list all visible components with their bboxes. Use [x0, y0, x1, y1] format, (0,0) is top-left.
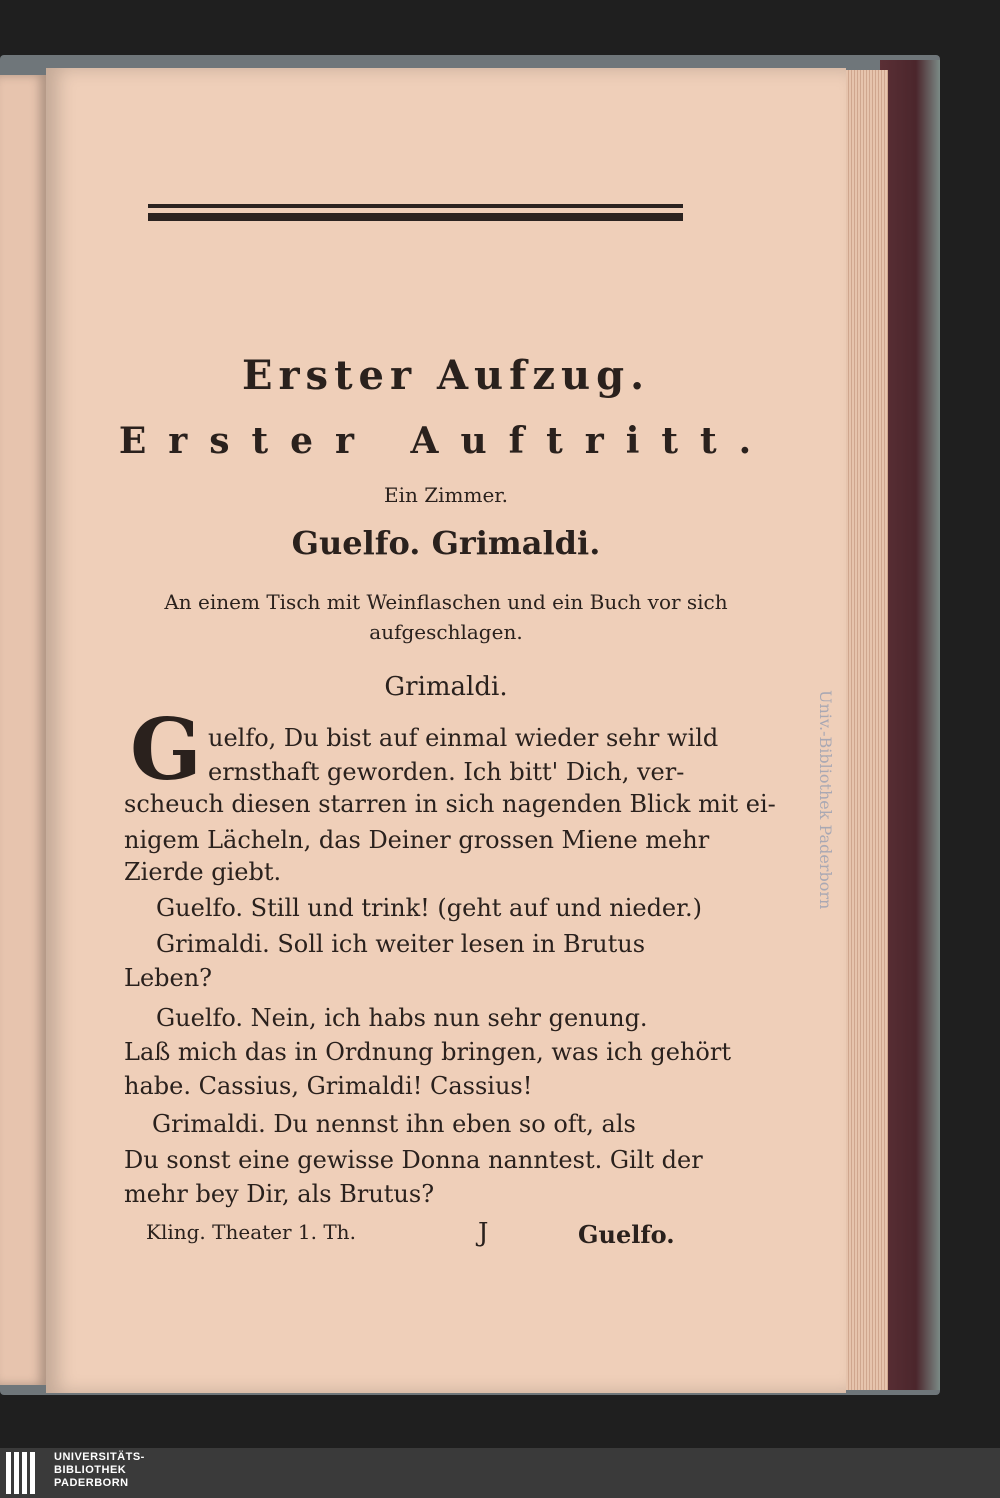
text-line: nigem Lächeln, das Deiner grossen Miene mehr [124, 826, 710, 854]
text-line: Zierde giebt. [124, 858, 282, 886]
text-line: uelfo, Du bist auf einmal wieder sehr wild [208, 724, 719, 752]
text-line: Du sonst eine gewisse Donna nanntest. Gilt der [124, 1146, 703, 1174]
text-line: ernsthaft geworden. Ich bitt' Dich, ver- [208, 758, 685, 786]
library-logo-icon [6, 1452, 42, 1494]
scene-heading: Erster Auftritt. [118, 420, 774, 462]
stage-direction-line-2: aufgeschlagen. [369, 620, 523, 644]
act-heading: Erster Aufzug. [241, 352, 651, 399]
book-binding [880, 60, 940, 1390]
setting-line: Ein Zimmer. [383, 483, 508, 507]
text-line: Grimaldi. Du nennst ihn eben so oft, als [152, 1110, 636, 1138]
text-line: Laß mich das in Ordnung bringen, was ich gehört [124, 1038, 731, 1066]
header-rule-thick [148, 213, 683, 221]
text-line: Guelfo. Still und trink! (geht auf und nieder.) [156, 894, 702, 922]
text-line: Leben? [124, 964, 213, 992]
library-name-line-3: PADERBORN [54, 1477, 129, 1489]
library-name-line-2: BIBLIOTHEK [54, 1464, 127, 1476]
drop-capital: G [130, 700, 202, 799]
header-rule-thin [148, 204, 683, 208]
library-stamp: Univ.-Bibliothek Paderborn [816, 690, 835, 910]
library-footer-bar [0, 1448, 1000, 1498]
running-footer: Kling. Theater 1. Th. [146, 1220, 356, 1244]
signature-mark: J [478, 1218, 489, 1248]
text-line: mehr bey Dir, als Brutus? [124, 1180, 435, 1208]
library-name-line-1: UNIVERSITÄTS- [54, 1451, 145, 1463]
page-stack-edge [846, 70, 888, 1390]
text-line: Guelfo. Nein, ich habs nun sehr genung. [156, 1004, 648, 1032]
text-line: scheuch diesen starren in sich nagenden Blick mit ei- [124, 790, 776, 818]
left-page-edge [0, 75, 46, 1385]
text-line: habe. Cassius, Grimaldi! Cassius! [124, 1072, 533, 1100]
stage-direction-line-1: An einem Tisch mit Weinflaschen und ein Buch vor sich [164, 590, 728, 614]
character-list: Guelfo. Grimaldi. [291, 524, 601, 562]
catchword: Guelfo. [578, 1220, 675, 1249]
speaker-heading: Grimaldi. [384, 672, 508, 702]
text-line: Grimaldi. Soll ich weiter lesen in Brutus [156, 930, 646, 958]
library-name [54, 1451, 145, 1490]
